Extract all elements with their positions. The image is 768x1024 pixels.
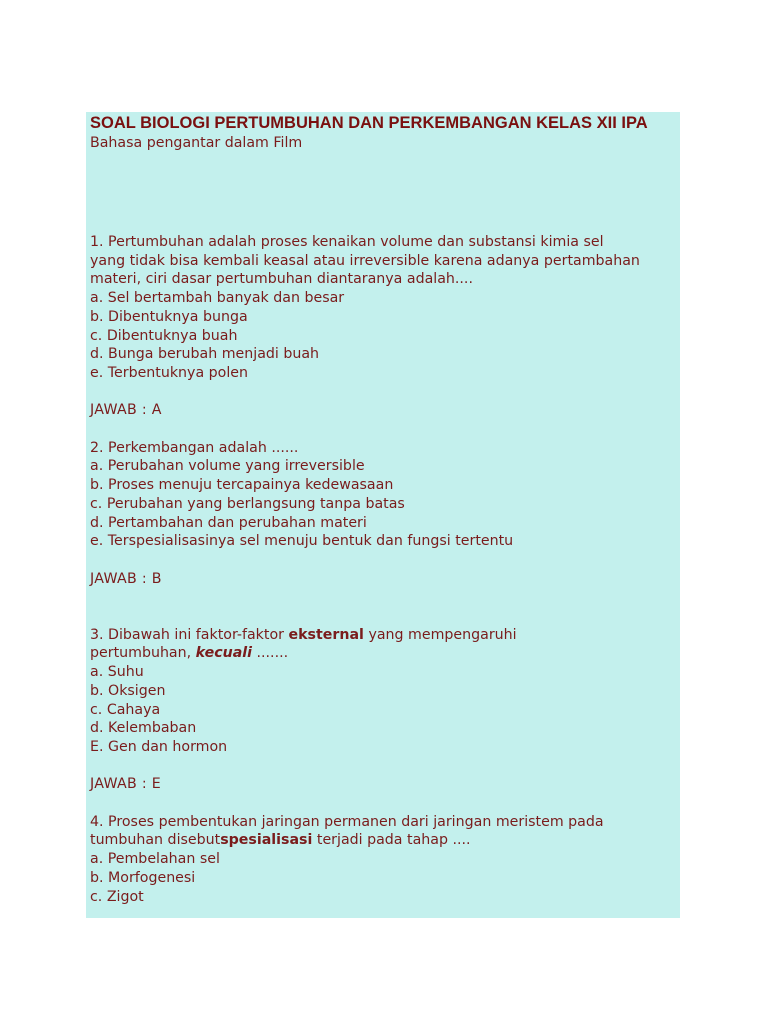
option: a. Pembelahan sel bbox=[90, 851, 220, 868]
stem-text: terjadi pada tahap .... bbox=[312, 832, 471, 849]
question-4 bbox=[90, 813, 680, 907]
content-panel bbox=[86, 112, 680, 918]
spacer bbox=[90, 551, 680, 570]
spacer bbox=[90, 383, 680, 402]
option: b. Dibentuknya bunga bbox=[90, 308, 248, 325]
stem-text: ....... bbox=[252, 645, 289, 662]
emphasis-eksternal: eksternal bbox=[288, 626, 364, 643]
question-2-stem-line: 2. Perkembangan adalah ...... bbox=[90, 439, 299, 456]
question-3-stem-line bbox=[90, 644, 680, 663]
option: c. Dibentuknya buah bbox=[90, 327, 238, 344]
answer-key: JAWAB : A bbox=[90, 402, 162, 419]
answer-key: JAWAB : B bbox=[90, 570, 162, 587]
stem-text: pertumbuhan, bbox=[90, 645, 196, 662]
option: a. Sel bertambah banyak dan besar bbox=[90, 290, 345, 307]
question-1-stem-line: 1. Pertumbuhan adalah proses kenaikan volume dan substansi kimia sel bbox=[90, 234, 604, 250]
question-3 bbox=[90, 626, 680, 794]
option: d. Bunga berubah menjadi buah bbox=[90, 346, 320, 363]
stem-text: yang mempengaruhi bbox=[363, 626, 517, 643]
question-1 bbox=[90, 233, 680, 420]
option: c. Perubahan yang berlangsung tanpa batas bbox=[90, 495, 405, 512]
question-4-stem-line: 4. Proses pembentukan jaringan permanen dari jaringan meristem pada bbox=[90, 813, 604, 830]
spacer bbox=[90, 794, 680, 813]
spacer bbox=[90, 420, 680, 439]
emphasis-kecuali: kecuali bbox=[195, 645, 253, 662]
answer-key: JAWAB : E bbox=[90, 776, 162, 793]
option: b. Proses menuju tercapainya kedewasaan bbox=[90, 477, 394, 494]
question-1-stem-line: materi, ciri dasar pertumbuhan diantaranya adalah.... bbox=[90, 271, 473, 288]
spacer bbox=[90, 588, 680, 625]
document-title: SOAL BIOLOGI PERTUMBUHAN DAN PERKEMBANGAN KELAS XII IPA bbox=[90, 114, 648, 132]
option: E. Gen dan hormon bbox=[90, 738, 228, 755]
option: e. Terbentuknya polen bbox=[90, 364, 249, 381]
option: c. Cahaya bbox=[90, 701, 161, 718]
document-subtitle: Bahasa pengantar dalam Film bbox=[90, 135, 303, 151]
spacer bbox=[90, 757, 680, 776]
option: d. Pertambahan dan perubahan materi bbox=[90, 514, 367, 531]
spacer bbox=[90, 153, 680, 233]
option: a. Suhu bbox=[90, 664, 144, 681]
stem-text: tumbuhan disebut bbox=[90, 832, 221, 849]
option: c. Zigot bbox=[90, 888, 144, 905]
option: b. Morfogenesi bbox=[90, 869, 196, 886]
question-1-stem-line: yang tidak bisa kembali keasal atau irreversible karena adanya pertambahan bbox=[90, 252, 640, 269]
question-2 bbox=[90, 439, 680, 589]
question-4-stem-line bbox=[90, 831, 680, 850]
option: a. Perubahan volume yang irreversible bbox=[90, 458, 365, 475]
option: d. Kelembaban bbox=[90, 720, 197, 737]
emphasis-spesialisasi: spesialisasi bbox=[220, 832, 313, 849]
question-3-stem-line bbox=[90, 626, 680, 645]
option: b. Oksigen bbox=[90, 682, 166, 699]
stem-text: 3. Dibawah ini faktor-faktor bbox=[90, 626, 289, 643]
option: e. Terspesialisasinya sel menuju bentuk dan fungsi tertentu bbox=[90, 533, 514, 550]
